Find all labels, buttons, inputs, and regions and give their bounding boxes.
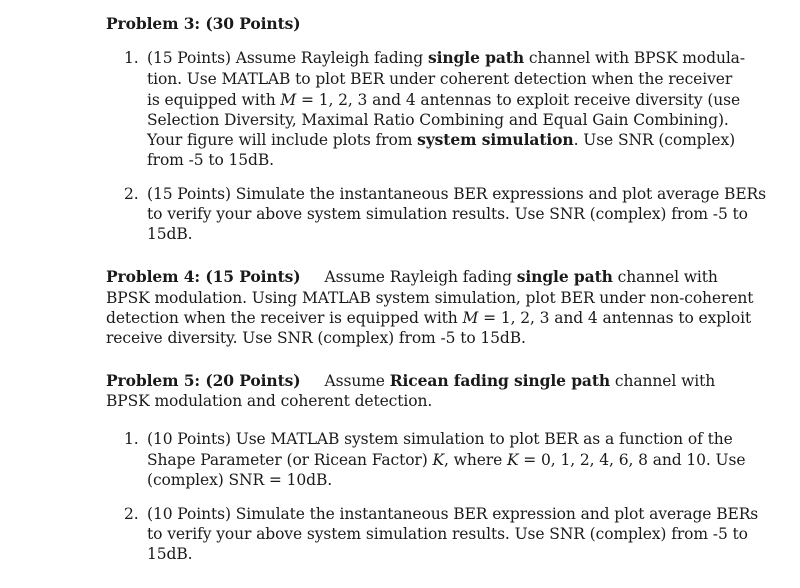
problem-3-item-1-line-3: is equipped with M = 1, 2, 3 and 4 antennas to exploit receive diversity (use bbox=[147, 91, 741, 109]
bold-term: single path bbox=[516, 267, 613, 286]
problem-5-item-2-line-3: 15dB. bbox=[147, 545, 193, 563]
problem-4-heading: Problem 4: (15 Points) bbox=[106, 267, 301, 286]
problem-4-line-2: BPSK modulation. Using MATLAB system simulation, plot BER under non-coherent bbox=[106, 289, 754, 307]
problem-3-item-2-line-3: 15dB. bbox=[147, 225, 193, 243]
problem-5-item-2-line-2: to verify your above system simulation results. Use SNR (complex) from -5 to bbox=[147, 525, 748, 543]
math-variable: K bbox=[432, 451, 444, 469]
problem-5-item-1-line-3: (complex) SNR = 10dB. bbox=[147, 471, 333, 489]
problem-5-line-2: BPSK modulation and coherent detection. bbox=[106, 392, 433, 410]
problem-5-heading: Problem 5: (20 Points) bbox=[106, 371, 301, 390]
problem-4-line-4: receive diversity. Use SNR (complex) from -5 to 15dB. bbox=[106, 329, 526, 347]
problem-3-heading: Problem 3: (30 Points) bbox=[106, 14, 301, 33]
math-variable: K bbox=[507, 451, 519, 469]
bold-term: system simulation bbox=[417, 130, 574, 149]
problem-3-item-1-line-2: tion. Use MATLAB to plot BER under coherent detection when the receiver bbox=[147, 70, 733, 88]
problem-3-item-1-line-1: (15 Points) Assume Rayleigh fading single path channel with BPSK modula- bbox=[147, 48, 745, 67]
problem-5-item-1-line-1: (10 Points) Use MATLAB system simulation to plot BER as a function of the bbox=[147, 430, 733, 448]
problem-3-item-2-line-1: (15 Points) Simulate the instantaneous BER expressions and plot average BERs bbox=[147, 185, 766, 203]
problem-4-line-1: Problem 4: (15 Points) Assume Rayleigh fading single path channel with bbox=[106, 267, 718, 286]
problem-3-item-1-number: 1. bbox=[124, 49, 139, 67]
problem-5-item-1-number: 1. bbox=[124, 430, 139, 448]
bold-term: Ricean fading single path bbox=[389, 371, 611, 390]
bold-term: single path bbox=[427, 48, 525, 67]
problem-3-item-1-line-6: from -5 to 15dB. bbox=[147, 151, 274, 169]
problem-5-item-1-line-2: Shape Parameter (or Ricean Factor) K, where K = 0, 1, 2, 4, 6, 8 and 10. Use bbox=[147, 451, 746, 469]
math-variable: M bbox=[462, 309, 479, 327]
problem-5-item-2-number: 2. bbox=[124, 505, 139, 523]
math-variable: M bbox=[280, 91, 297, 109]
problem-4-line-3: detection when the receiver is equipped with M = 1, 2, 3 and 4 antennas to exploit bbox=[106, 309, 752, 327]
problem-3-item-2-number: 2. bbox=[124, 185, 139, 203]
problem-5-item-2-line-1: (10 Points) Simulate the instantaneous BER expression and plot average BERs bbox=[147, 505, 759, 523]
problem-3-item-2-line-2: to verify your above system simulation results. Use SNR (complex) from -5 to bbox=[147, 205, 748, 223]
problem-5-line-1: Problem 5: (20 Points) Assume Ricean fading single path channel with bbox=[106, 371, 716, 390]
problem-3-item-1-line-5: Your figure will include plots from system simulation. Use SNR (complex) bbox=[147, 130, 736, 149]
problem-3-item-1-line-4: Selection Diversity, Maximal Ratio Combining and Equal Gain Combining). bbox=[147, 111, 729, 129]
